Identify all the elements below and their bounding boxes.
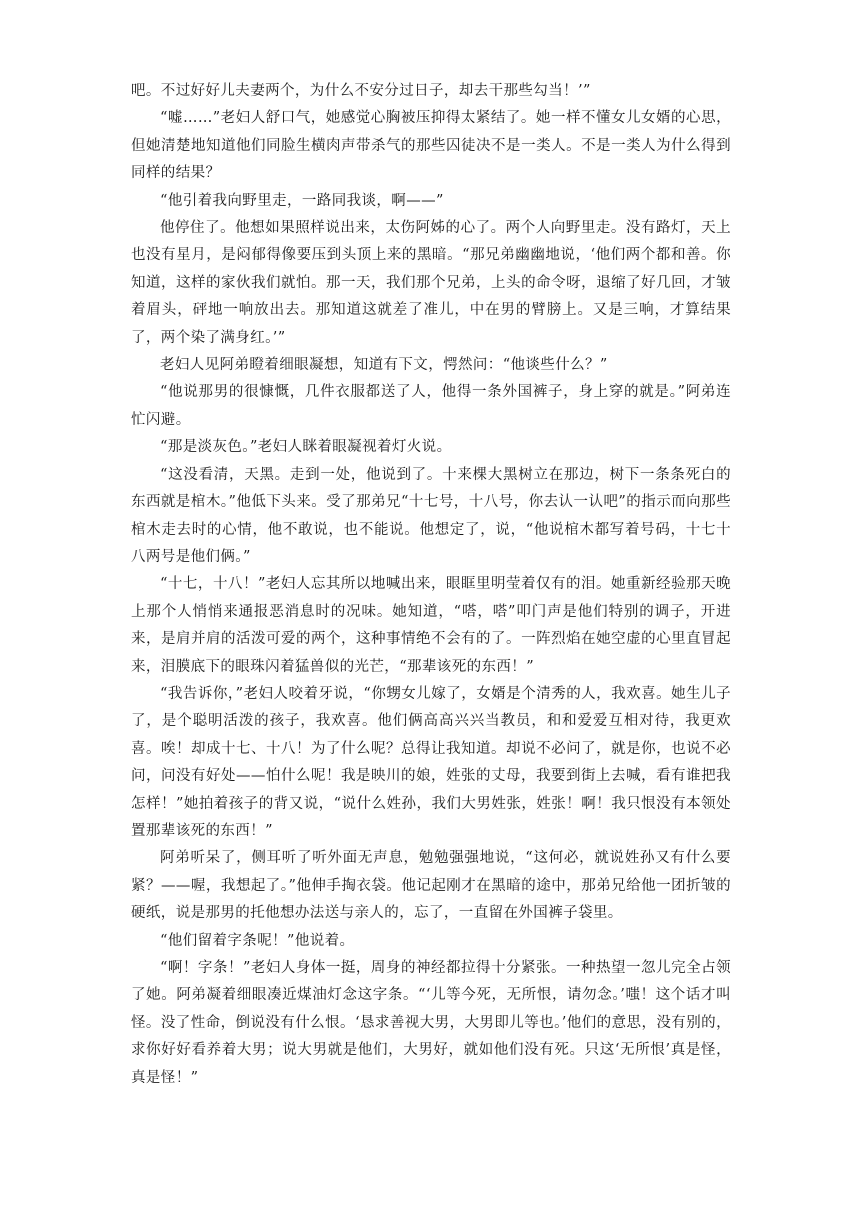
paragraph: “他引着我向野里走，一路同我谈，啊——” (160, 192, 444, 209)
paragraph: “啊！字条！”老妇人身体一挺，周身的神经都拉得十分紧张。一种热望一忽儿完全占领了她。阿弟凝着细眼凑近煤油灯念这字条。“‘儿等今死，无所恨，请勿念。’嗤！这个话才叫怪。没了性命，倒说没有什么恨。‘恳求善视大男，大男即儿等也。’他们的意思，没有别的，求你好好看养着大男；说大男就是他们，大男好，就如他们没有死。只这‘无所恨’真是怪，真是怪！” (131, 960, 731, 1086)
paragraph: 老妇人见阿弟瞪着细眼凝想，知道有下文，愕然问：“他谈些什么？” (160, 357, 608, 374)
paragraph: 阿弟听呆了，侧耳听了听外面无声息，勉勉强强地说，“这何必，就说姓孙又有什么要紧？——喔，我想起了。”他伸手掏衣袋。他记起刚才在黑暗的途中，那弟兄给他一团折皱的硬纸，说是那男的托他想办法送与亲人的，忘了，一直留在外国裤子袋里。 (131, 850, 731, 922)
paragraph: “他们留着字条呢！”他说着。 (160, 932, 355, 949)
paragraph: “嘘……”老妇人舒口气，她感觉心胸被压抑得太紧结了。她一样不懂女儿女婿的心思，但她清楚地知道他们同脸生横肉声带杀气的那些囚徒决不是一类人。不是一类人为什么得到同样的结果？ (131, 110, 731, 182)
paragraph: “我告诉你，”老妇人咬着牙说，“你甥女儿嫁了，女婿是个清秀的人，我欢喜。她生儿子了，是个聪明活泼的孩子，我欢喜。他们俩高高兴兴当教员，和和爱爱互相对待，我更欢喜。唉！却成十七、十八！为了什么呢？总得让我知道。却说不必问了，就是你，也说不必问，问没有好处——怕什么呢！我是映川的娘，姓张的丈母，我要到街上去喊，看有谁把我怎样！”她拍着孩子的背又说，“说什么姓孙，我们大男姓张，姓张！啊！我只恨没有本领处置那辈该死的东西！” (131, 685, 731, 839)
paragraph: 吧。不过好好儿夫妻两个，为什么不安分过日子，却去干那些勾当！’” (131, 83, 591, 99)
paragraph: “那是淡灰色。”老妇人眯着眼凝视着灯火说。 (160, 439, 452, 456)
paragraph: “十七，十八！”老妇人忘其所以地喊出来，眼眶里明莹着仅有的泪。她重新经验那天晚上那个人悄悄来通报恶消息时的况味。她知道，“嗒，嗒”叩门声是他们特别的调子，开进来，是肩并肩的活泼可爱的两个，这种事情绝不会有的了。一阵烈焰在她空虚的心里直冒起来，泪膜底下的眼珠闪着猛兽似的光芒，“那辈该死的东西！” (131, 576, 731, 675)
story-text (131, 78, 731, 1092)
paragraph: 他停住了。他想如果照样说出来，太伤阿姊的心了。两个人向野里走。没有路灯，天上也没有星月，是闷郁得像要压到头顶上来的黑暗。“那兄弟幽幽地说，‘他们两个都和善。你知道，这样的家伙我们就怕。那一天，我们那个兄弟，上头的命令呀，退缩了好几回，才皱着眉头，砰地一响放出去。那知道这就差了准儿，中在男的臂膀上。又是三响，才算结果了，两个染了满身红。’” (131, 220, 731, 346)
paragraph: “他说那男的很慷慨，几件衣服都送了人，他得一条外国裤子，身上穿的就是。”阿弟连忙闪避。 (131, 384, 731, 428)
paragraph: “这没看清，天黑。走到一处，他说到了。十来棵大黑树立在那边，树下一条条死白的东西就是棺木。”他低下头来。受了那弟兄“十七号，十八号，你去认一认吧”的指示而向那些棺木走去时的心情，他不敢说，也不能说。他想定了，说，“他说棺木都写着号码，十七十八两号是他们俩。” (131, 466, 731, 565)
